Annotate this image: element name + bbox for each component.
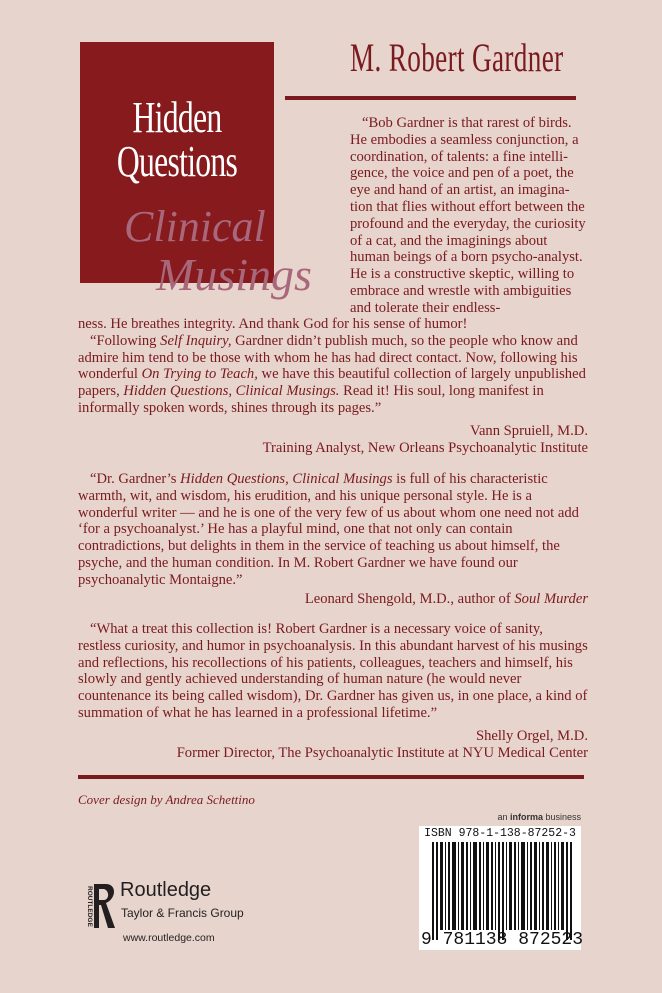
blurb-1-continued (78, 316, 588, 456)
book-title-on-trying-to-teach: On Trying to Teach, (141, 366, 258, 383)
blurb-1-paragraph-2 (78, 333, 588, 417)
blurb-1-attribution-title: Training Analyst, New Orleans Psychoanalytic Institute (262, 439, 588, 456)
blurb-2 (78, 471, 588, 607)
barcode-number: 9 781138 872523 (421, 930, 584, 950)
title-line-2: Questions (116, 137, 238, 186)
text: business (542, 812, 581, 822)
text: Read it! His soul, long manifest in informally spoken words, shines through its pages.” (78, 383, 544, 416)
text: is full of his characteristic warmth, wit, and wisdom, his erudition, and his unique personal style. He is a wonderful writer — and he is one of the very few of us about whom one need not add ‘for a psychoanalyst.’ He has a playful mind, one that not only can contain contradictions, but delights in them in the service of teaching us about himself, the psyche, and the human condition. In M. Robert Gardner we have found our psychoanalytic Montaigne.” (78, 471, 579, 588)
text: “Following (90, 332, 161, 349)
blurb-2-text (78, 471, 588, 589)
bottom-divider (78, 775, 584, 779)
subtitle-line-1: Clinical (124, 202, 266, 251)
routledge-logo-icon (82, 884, 116, 928)
publisher-group: Taylor & Francis Group (121, 906, 244, 920)
cover-design-credit: Cover design by Andrea Schettino (78, 792, 255, 807)
title-line-1: Hidden (132, 93, 222, 142)
book-title-hidden-questions: Hidden Questions, Clinical Musings (180, 471, 393, 487)
blurb-3-attribution-title: Former Director, The Psychoanalytic Institute at NYU Medical Center (176, 744, 588, 761)
publisher-name: Routledge (120, 879, 212, 901)
blurb-1-intro-text: “Bob Gardner is that rarest of birds. He embodies a seamless conjunction, a coordination, of talents: a fine intelli-gence, the voice and pen of a poet, the eye and hand of an artist, an imagina-tion that flies without effort between the profound and the everyday, the curiosity of a cat, and the imaginings about human beings of a born psycho-analyst. He is a constructive skeptic, willing to embrace and wrestle with ambiguities and tolerate their endless- (350, 115, 586, 316)
text: Leonard Shengold, M.D., author of (304, 590, 515, 607)
blurb-3 (78, 621, 588, 761)
blurb-1-continuation: ness. He breathes integrity. And thank God for his sense of humor! (78, 316, 468, 332)
author-divider (285, 96, 576, 100)
text: an (497, 812, 510, 822)
text: Gardner didn’t publish much, so the people who know and admire him tend to be those with whom he has had direct contact. Now, following his wonderful (78, 332, 578, 383)
author-name: M. Robert Gardner (350, 35, 564, 80)
blurb-2-attribution (78, 591, 588, 608)
text: “Dr. Gardner’s (90, 471, 181, 487)
blurb-1-intro (350, 115, 590, 317)
informa-tagline (480, 812, 581, 822)
barcode-icon (432, 842, 572, 940)
book-title-hidden-questions: Hidden Questions, Clinical Musings. (123, 383, 340, 400)
book-title-soul-murder: Soul Murder (514, 590, 588, 607)
blurb-3-attribution-name: Shelly Orgel, M.D. (475, 727, 588, 744)
text: we have this beautiful collection of largely unpublished papers, (78, 366, 586, 400)
publisher-url: www.routledge.com (123, 932, 215, 944)
subtitle-line-2: Musings (156, 249, 312, 300)
blurb-3-text: “What a treat this collection is! Robert Gardner is a necessary voice of sanity, restless curiosity, and humor in psychoanalysis. In this abundant harvest of his musings and reflections, his recollections of his patients, colleagues, teachers and himself, his slowly and gently achieved understanding of human nature (he would never countenance its being called wisdom), Dr. Gardner has given us, in one place, a kind of summation of what he has learned in a professional lifetime.” (78, 621, 588, 721)
blurb-1-attribution-name: Vann Spruiell, M.D. (470, 422, 588, 439)
book-title (107, 93, 247, 186)
isbn-label: ISBN 978-1-138-87252-3 (424, 827, 576, 840)
logo-vertical-text: ROUTLEDGE (86, 886, 93, 927)
informa-wordmark: informa (509, 812, 543, 822)
book-title-self-inquiry: Self Inquiry, (160, 332, 232, 349)
